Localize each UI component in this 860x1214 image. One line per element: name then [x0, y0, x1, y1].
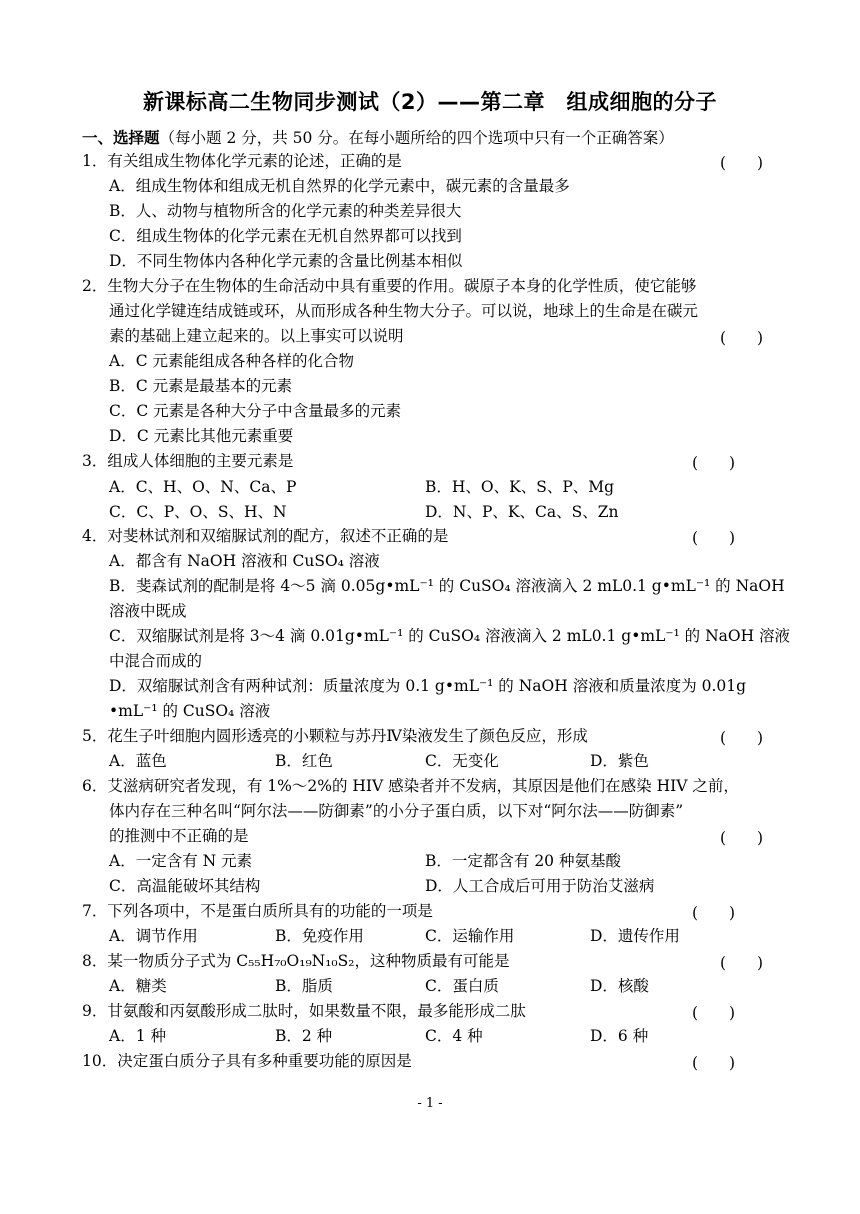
section-label: 一、选择题	[82, 129, 160, 147]
answer-blank-3: ( )	[692, 454, 736, 472]
q1-option-a: A．组成生物体和组成无机自然界的化学元素中，碳元素的含量最多	[109, 177, 570, 195]
q9-option-c: C．4 种	[425, 1027, 483, 1045]
q6-option-d: D．人工合成后可用于防治艾滋病	[425, 877, 655, 895]
q3-option-a: A．C、H、O、N、Ca、P	[109, 478, 297, 496]
question-6-line-3: 的推测中不正确的是	[109, 827, 249, 845]
q2-option-c: C．C 元素是各种大分子中含量最多的元素	[109, 402, 402, 420]
q4-option-b-line-2: 溶液中既成	[109, 602, 187, 620]
q7-option-c: C．运输作用	[425, 927, 515, 945]
q8-option-d: D．核酸	[590, 977, 649, 995]
q1-option-c: C．组成生物体的化学元素在无机自然界都可以找到	[109, 227, 462, 245]
question-8-stem: 8．某一物质分子式为 C₅₅H₇₀O₁₉N₁₀S₂，这种物质最有可能是	[82, 952, 510, 970]
q9-option-d: D．6 种	[590, 1027, 649, 1045]
answer-blank-6: ( )	[720, 829, 764, 847]
q7-option-a: A．调节作用	[109, 927, 198, 945]
q8-option-b: B．脂质	[275, 977, 333, 995]
q3-option-c: C．C、P、O、S、H、N	[109, 503, 287, 521]
q1-option-b: B．人、动物与植物所含的化学元素的种类差异很大	[109, 202, 462, 220]
question-2-line-3: 素的基础上建立起来的。以上事实可以说明	[109, 327, 404, 345]
question-10-stem: 10．决定蛋白质分子具有多种重要功能的原因是	[82, 1052, 412, 1070]
q5-option-d: D．紫色	[590, 752, 649, 770]
q3-option-b: B．H、O、K、S、P、Mg	[425, 478, 615, 496]
q7-option-b: B．免疫作用	[275, 927, 364, 945]
answer-blank-10: ( )	[692, 1054, 736, 1072]
q3-option-d: D．N、P、K、Ca、S、Zn	[425, 503, 619, 521]
answer-blank-5: ( )	[720, 729, 764, 747]
question-2-line-1: 2．生物大分子在生物体的生命活动中具有重要的作用。碳原子本身的化学性质，使它能够	[82, 277, 697, 295]
q4-option-b-line-1: B．斐森试剂的配制是将 4～5 滴 0.05g•mL⁻¹ 的 CuSO₄ 溶液滴入 2 mL0.1 g•mL⁻¹ 的 NaOH	[109, 577, 785, 595]
q8-option-c: C．蛋白质	[425, 977, 499, 995]
question-2-line-2: 通过化学键连结成链或环，从而形成各种生物大分子。可以说，地球上的生命是在碳元	[109, 302, 699, 320]
q9-option-b: B．2 种	[275, 1027, 333, 1045]
page-title: 新课标高二生物同步测试（2）——第二章 组成细胞的分子	[142, 90, 718, 114]
q5-option-c: C．无变化	[425, 752, 499, 770]
q2-option-b: B．C 元素是最基本的元素	[109, 377, 293, 395]
q4-option-d-line-2: •mL⁻¹ 的 CuSO₄ 溶液	[109, 702, 271, 720]
answer-blank-9: ( )	[692, 1004, 736, 1022]
q2-option-d: D．C 元素比其他元素重要	[109, 427, 294, 445]
answer-blank-8: ( )	[720, 954, 764, 972]
q4-option-c-line-2: 中混合而成的	[109, 652, 203, 670]
q6-option-a: A．一定含有 N 元素	[109, 852, 253, 870]
question-6-line-1: 6．艾滋病研究者发现，有 1%～2%的 HIV 感染者并不发病，其原因是他们在感染 HIV 之前，	[82, 777, 739, 795]
q1-option-d: D．不同生物体内各种化学元素的含量比例基本相似	[109, 252, 463, 270]
section-heading	[82, 126, 674, 148]
page-number: - 1 -	[417, 1096, 443, 1111]
q7-option-d: D．遗传作用	[590, 927, 680, 945]
question-6-line-2: 体内存在三种名叫“阿尔法——防御素”的小分子蛋白质，以下对“阿尔法——防御素”	[109, 802, 684, 820]
q2-option-a: A．C 元素能组成各种各样的化合物	[109, 352, 354, 370]
section-note: （每小题 2 分，共 50 分。在每小题所给的四个选项中只有一个正确答案）	[159, 129, 674, 147]
question-4-stem: 4．对斐林试剂和双缩脲试剂的配方，叙述不正确的是	[82, 527, 449, 545]
q4-option-d-line-1: D．双缩脲试剂含有两种试剂：质量浓度为 0.1 g•mL⁻¹ 的 NaOH 溶液和质量浓度为 0.01g	[109, 677, 747, 695]
answer-blank-2: ( )	[720, 329, 764, 347]
answer-blank-7: ( )	[692, 904, 736, 922]
answer-blank-4: ( )	[692, 529, 736, 547]
q4-option-a: A．都含有 NaOH 溶液和 CuSO₄ 溶液	[109, 552, 380, 570]
question-7-stem: 7．下列各项中，不是蛋白质所具有的功能的一项是	[82, 902, 433, 920]
q5-option-a: A．蓝色	[109, 752, 167, 770]
q4-option-c-line-1: C．双缩脲试剂是将 3～4 滴 0.01g•mL⁻¹ 的 CuSO₄ 溶液滴入 2 mL0.1 g•mL⁻¹ 的 NaOH 溶液	[109, 627, 791, 645]
q9-option-a: A．1 种	[109, 1027, 166, 1045]
question-3-stem: 3．组成人体细胞的主要元素是	[82, 452, 294, 470]
question-5-stem: 5．花生子叶细胞内圆形透亮的小颗粒与苏丹Ⅳ染液发生了颜色反应，形成	[82, 727, 588, 745]
answer-blank-1: ( )	[720, 154, 764, 172]
q5-option-b: B．红色	[275, 752, 333, 770]
question-1-stem: 1．有关组成生物体化学元素的论述，正确的是	[82, 152, 402, 170]
q6-option-b: B．一定都含有 20 种氨基酸	[425, 852, 621, 870]
q8-option-a: A．糖类	[109, 977, 167, 995]
q6-option-c: C．高温能破坏其结构	[109, 877, 261, 895]
question-9-stem: 9．甘氨酸和丙氨酸形成二肽时，如果数量不限，最多能形成二肽	[82, 1002, 526, 1020]
